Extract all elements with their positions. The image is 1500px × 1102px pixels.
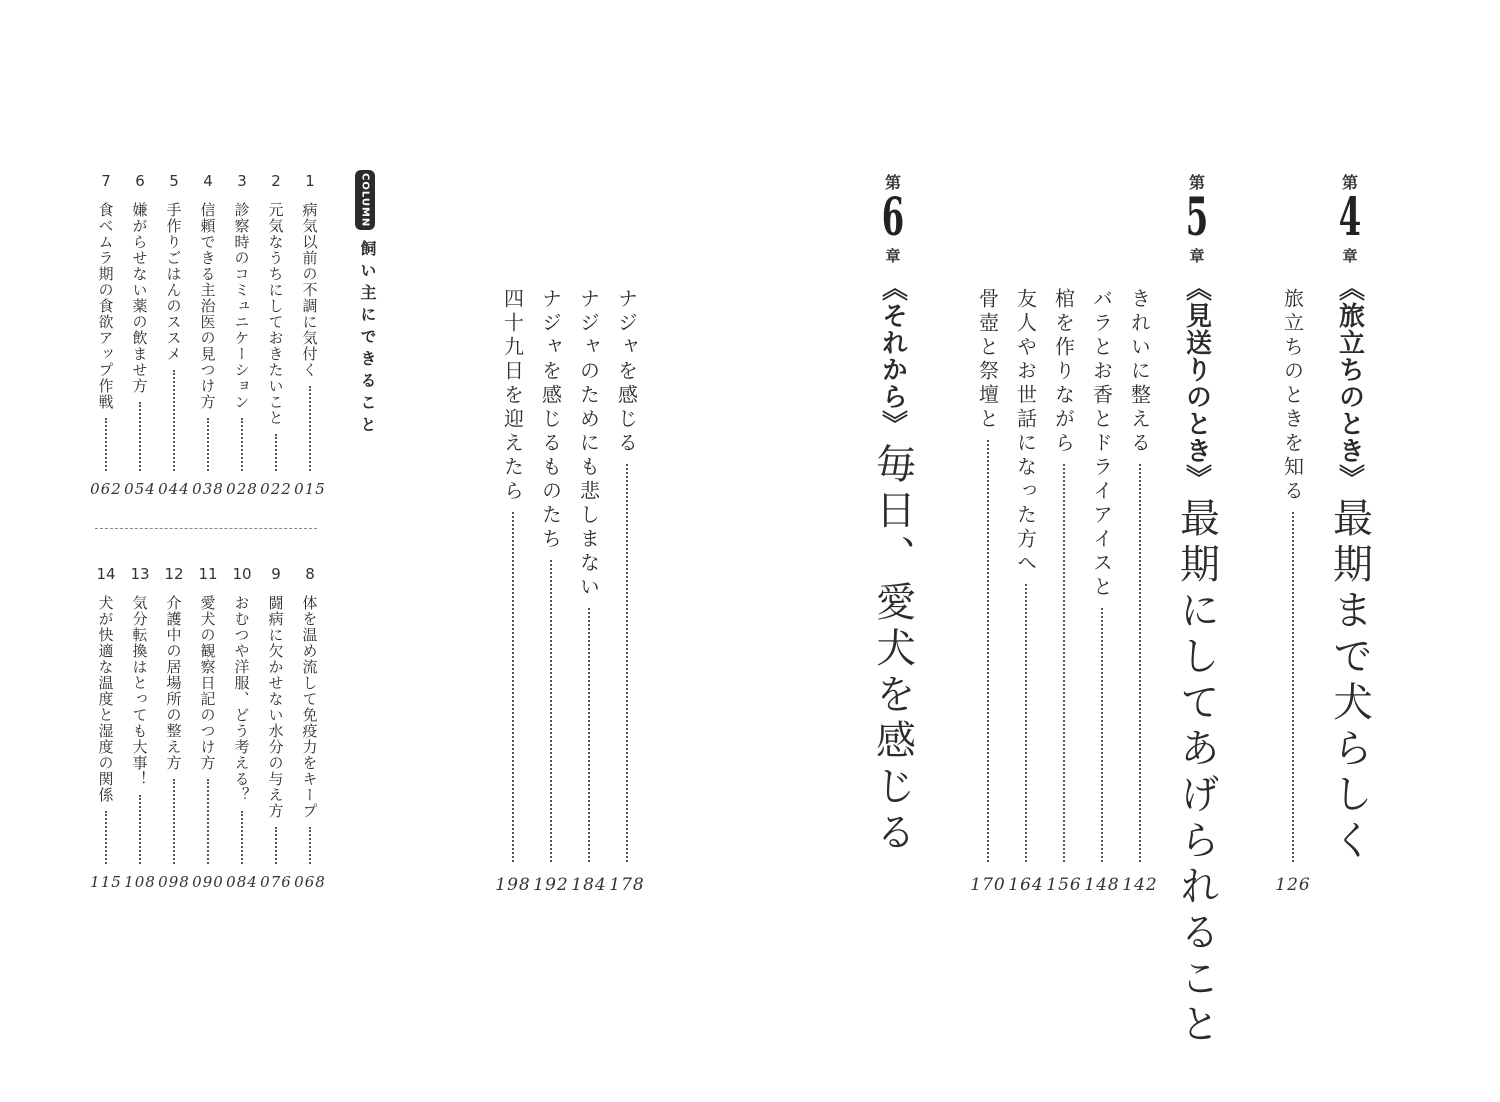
chapter-4-dai: 第	[1341, 173, 1358, 192]
toc-entry[interactable]	[1049, 288, 1079, 868]
dot-leader	[207, 779, 209, 864]
column-item[interactable]	[159, 202, 189, 477]
chapter-5-number: 5	[1185, 187, 1209, 248]
column-divider	[95, 528, 317, 529]
chapter-5-title: 最期にしてあげられること	[1173, 497, 1220, 1049]
column-item-number: 12	[164, 565, 184, 583]
column-item-page: 108	[124, 873, 156, 891]
column-item-title: 信頼できる主治医の見つけ方	[198, 202, 217, 410]
column-item-number: 10	[232, 565, 252, 583]
column-item-page: 084	[226, 873, 258, 891]
column-item-page: 090	[192, 873, 224, 891]
column-item[interactable]	[125, 595, 155, 870]
chapter-4-heading	[1327, 275, 1373, 865]
dot-leader	[275, 434, 277, 471]
column-item-number: 5	[169, 172, 179, 190]
toc-entry-page: 192	[533, 875, 569, 895]
column-item-page: 076	[260, 873, 292, 891]
column-item-title: 嫌がらせない薬の飲ませ方	[130, 202, 149, 394]
toc-entry[interactable]	[1125, 288, 1155, 868]
dot-leader	[173, 779, 175, 864]
toc-entry-page: 184	[571, 875, 607, 895]
dot-leader	[1139, 464, 1141, 862]
dot-leader	[550, 560, 552, 862]
toc-entry[interactable]	[498, 288, 528, 868]
chapter-4-title: 最期まで犬らしく	[1326, 497, 1373, 865]
column-badge	[355, 170, 375, 230]
dot-leader	[309, 386, 311, 471]
column-item-title: 愛犬の観察日記のつけ方	[198, 595, 217, 771]
column-item[interactable]	[295, 202, 325, 477]
column-item-number: 3	[237, 172, 247, 190]
toc-entry-title: 棺を作りながら	[1051, 288, 1076, 456]
column-item[interactable]	[193, 202, 223, 477]
toc-entry-title: 四十九日を迎えたら	[500, 288, 525, 504]
column-item-page: 015	[294, 480, 326, 498]
column-item-title: 犬が快適な温度と湿度の関係	[96, 595, 115, 803]
dot-leader	[241, 811, 243, 864]
dot-leader	[1101, 608, 1103, 862]
toc-entry-page: 156	[1046, 875, 1082, 895]
chapter-6-dai: 第	[884, 173, 901, 192]
dot-leader	[1292, 512, 1294, 862]
column-item-page: 022	[260, 480, 292, 498]
column-item[interactable]	[227, 595, 257, 870]
chapter-4-number: 4	[1338, 187, 1362, 248]
toc-entry-title: ナジャを感じる	[614, 288, 639, 456]
dot-leader	[309, 827, 311, 864]
column-item-number: 7	[101, 172, 111, 190]
toc-entry-title: バラとお香とドライアイスと	[1089, 288, 1114, 600]
toc-entry-page: 164	[1008, 875, 1044, 895]
dot-leader	[241, 418, 243, 471]
chapter-6-number: 6	[881, 187, 905, 248]
chapter-6-label: 《それから》	[877, 275, 908, 437]
column-item-title: 食べムラ期の食欲アップ作戦	[96, 202, 115, 410]
column-item-number: 9	[271, 565, 281, 583]
column-item[interactable]	[159, 595, 189, 870]
chapter-6-heading	[870, 275, 916, 857]
dot-leader	[588, 608, 590, 862]
column-item-number: 2	[271, 172, 281, 190]
column-item-number: 1	[305, 172, 315, 190]
column-item-number: 13	[130, 565, 150, 583]
column-item-page: 054	[124, 480, 156, 498]
column-item[interactable]	[91, 202, 121, 477]
toc-entry-page: 142	[1122, 875, 1158, 895]
dot-leader	[139, 795, 141, 864]
toc-entry-page: 148	[1084, 875, 1120, 895]
dot-leader	[1025, 584, 1027, 862]
column-title: 飼い主にできること	[358, 240, 377, 438]
column-item-page: 062	[90, 480, 122, 498]
chapter-5-heading	[1174, 275, 1220, 1049]
toc-entry-title: 旅立ちのときを知る	[1280, 288, 1305, 504]
toc-entry[interactable]	[1011, 288, 1041, 868]
chapter-5-label: 《見送りのとき》	[1181, 275, 1212, 491]
column-item-title: 気分転換はとっても大事！	[130, 595, 149, 787]
column-item-title: 介護中の居場所の整え方	[164, 595, 183, 771]
column-item[interactable]	[193, 595, 223, 870]
column-item-title: 闘病に欠かせない水分の与え方	[266, 595, 285, 819]
column-item[interactable]	[261, 595, 291, 870]
dot-leader	[173, 370, 175, 471]
toc-entry-title: 友人やお世話になった方へ	[1013, 288, 1038, 576]
dot-leader	[105, 811, 107, 864]
toc-entry[interactable]	[574, 288, 604, 868]
column-item[interactable]	[261, 202, 291, 477]
column-item-page: 028	[226, 480, 258, 498]
column-item-page: 068	[294, 873, 326, 891]
column-item-title: 病気以前の不調に気付く	[300, 202, 319, 378]
dot-leader	[207, 418, 209, 471]
dot-leader	[275, 827, 277, 864]
dot-leader	[105, 418, 107, 471]
toc-entry-title: 骨壺と祭壇と	[975, 288, 1000, 432]
column-item[interactable]	[125, 202, 155, 477]
column-badge-label: COLUMN	[359, 172, 371, 228]
chapter-4-sho: 章	[1342, 247, 1358, 265]
toc-entry-title: ナジャのためにも悲しまない	[576, 288, 601, 600]
column-item-number: 6	[135, 172, 145, 190]
toc-entry[interactable]	[1087, 288, 1117, 868]
chapter-5-sho: 章	[1189, 247, 1205, 265]
column-item-title: 体を温め流して免疫力をキープ	[300, 595, 319, 819]
column-item-page: 044	[158, 480, 190, 498]
dot-leader	[1063, 464, 1065, 862]
column-item-page: 038	[192, 480, 224, 498]
chapter-4-label: 《旅立ちのとき》	[1334, 275, 1365, 491]
toc-entry-page: 126	[1275, 875, 1311, 895]
toc-entry[interactable]	[612, 288, 642, 868]
dot-leader	[987, 440, 989, 862]
column-item[interactable]	[227, 202, 257, 477]
toc-entry-title: きれいに整える	[1127, 288, 1152, 456]
chapter-5-dai: 第	[1188, 173, 1205, 192]
column-item-number: 14	[96, 565, 116, 583]
column-item-page: 098	[158, 873, 190, 891]
toc-entry-page: 170	[970, 875, 1006, 895]
column-item-title: 元気なうちにしておきたいこと	[266, 202, 285, 426]
column-item-title: 手作りごはんのススメ	[164, 202, 183, 362]
chapter-6-sho: 章	[885, 247, 901, 265]
column-item-title: おむつや洋服、どう考える？	[232, 595, 251, 803]
toc-entry-page: 198	[495, 875, 531, 895]
toc-entry[interactable]	[536, 288, 566, 868]
column-item-number: 11	[198, 565, 218, 583]
toc-entry[interactable]	[973, 288, 1003, 868]
column-item-number: 8	[305, 565, 315, 583]
column-item[interactable]	[295, 595, 325, 870]
chapter-6-title: 毎日、愛犬を感じる	[869, 443, 916, 857]
column-item[interactable]	[91, 595, 121, 870]
dot-leader	[512, 512, 514, 862]
toc-entry-page: 178	[609, 875, 645, 895]
toc-entry[interactable]	[1278, 288, 1308, 868]
toc-entry-title: ナジャを感じるものたち	[538, 288, 563, 552]
column-item-page: 115	[90, 873, 122, 891]
column-item-title: 診察時のコミュニケーション	[232, 202, 251, 410]
dot-leader	[626, 464, 628, 862]
column-item-number: 4	[203, 172, 213, 190]
dot-leader	[139, 402, 141, 471]
